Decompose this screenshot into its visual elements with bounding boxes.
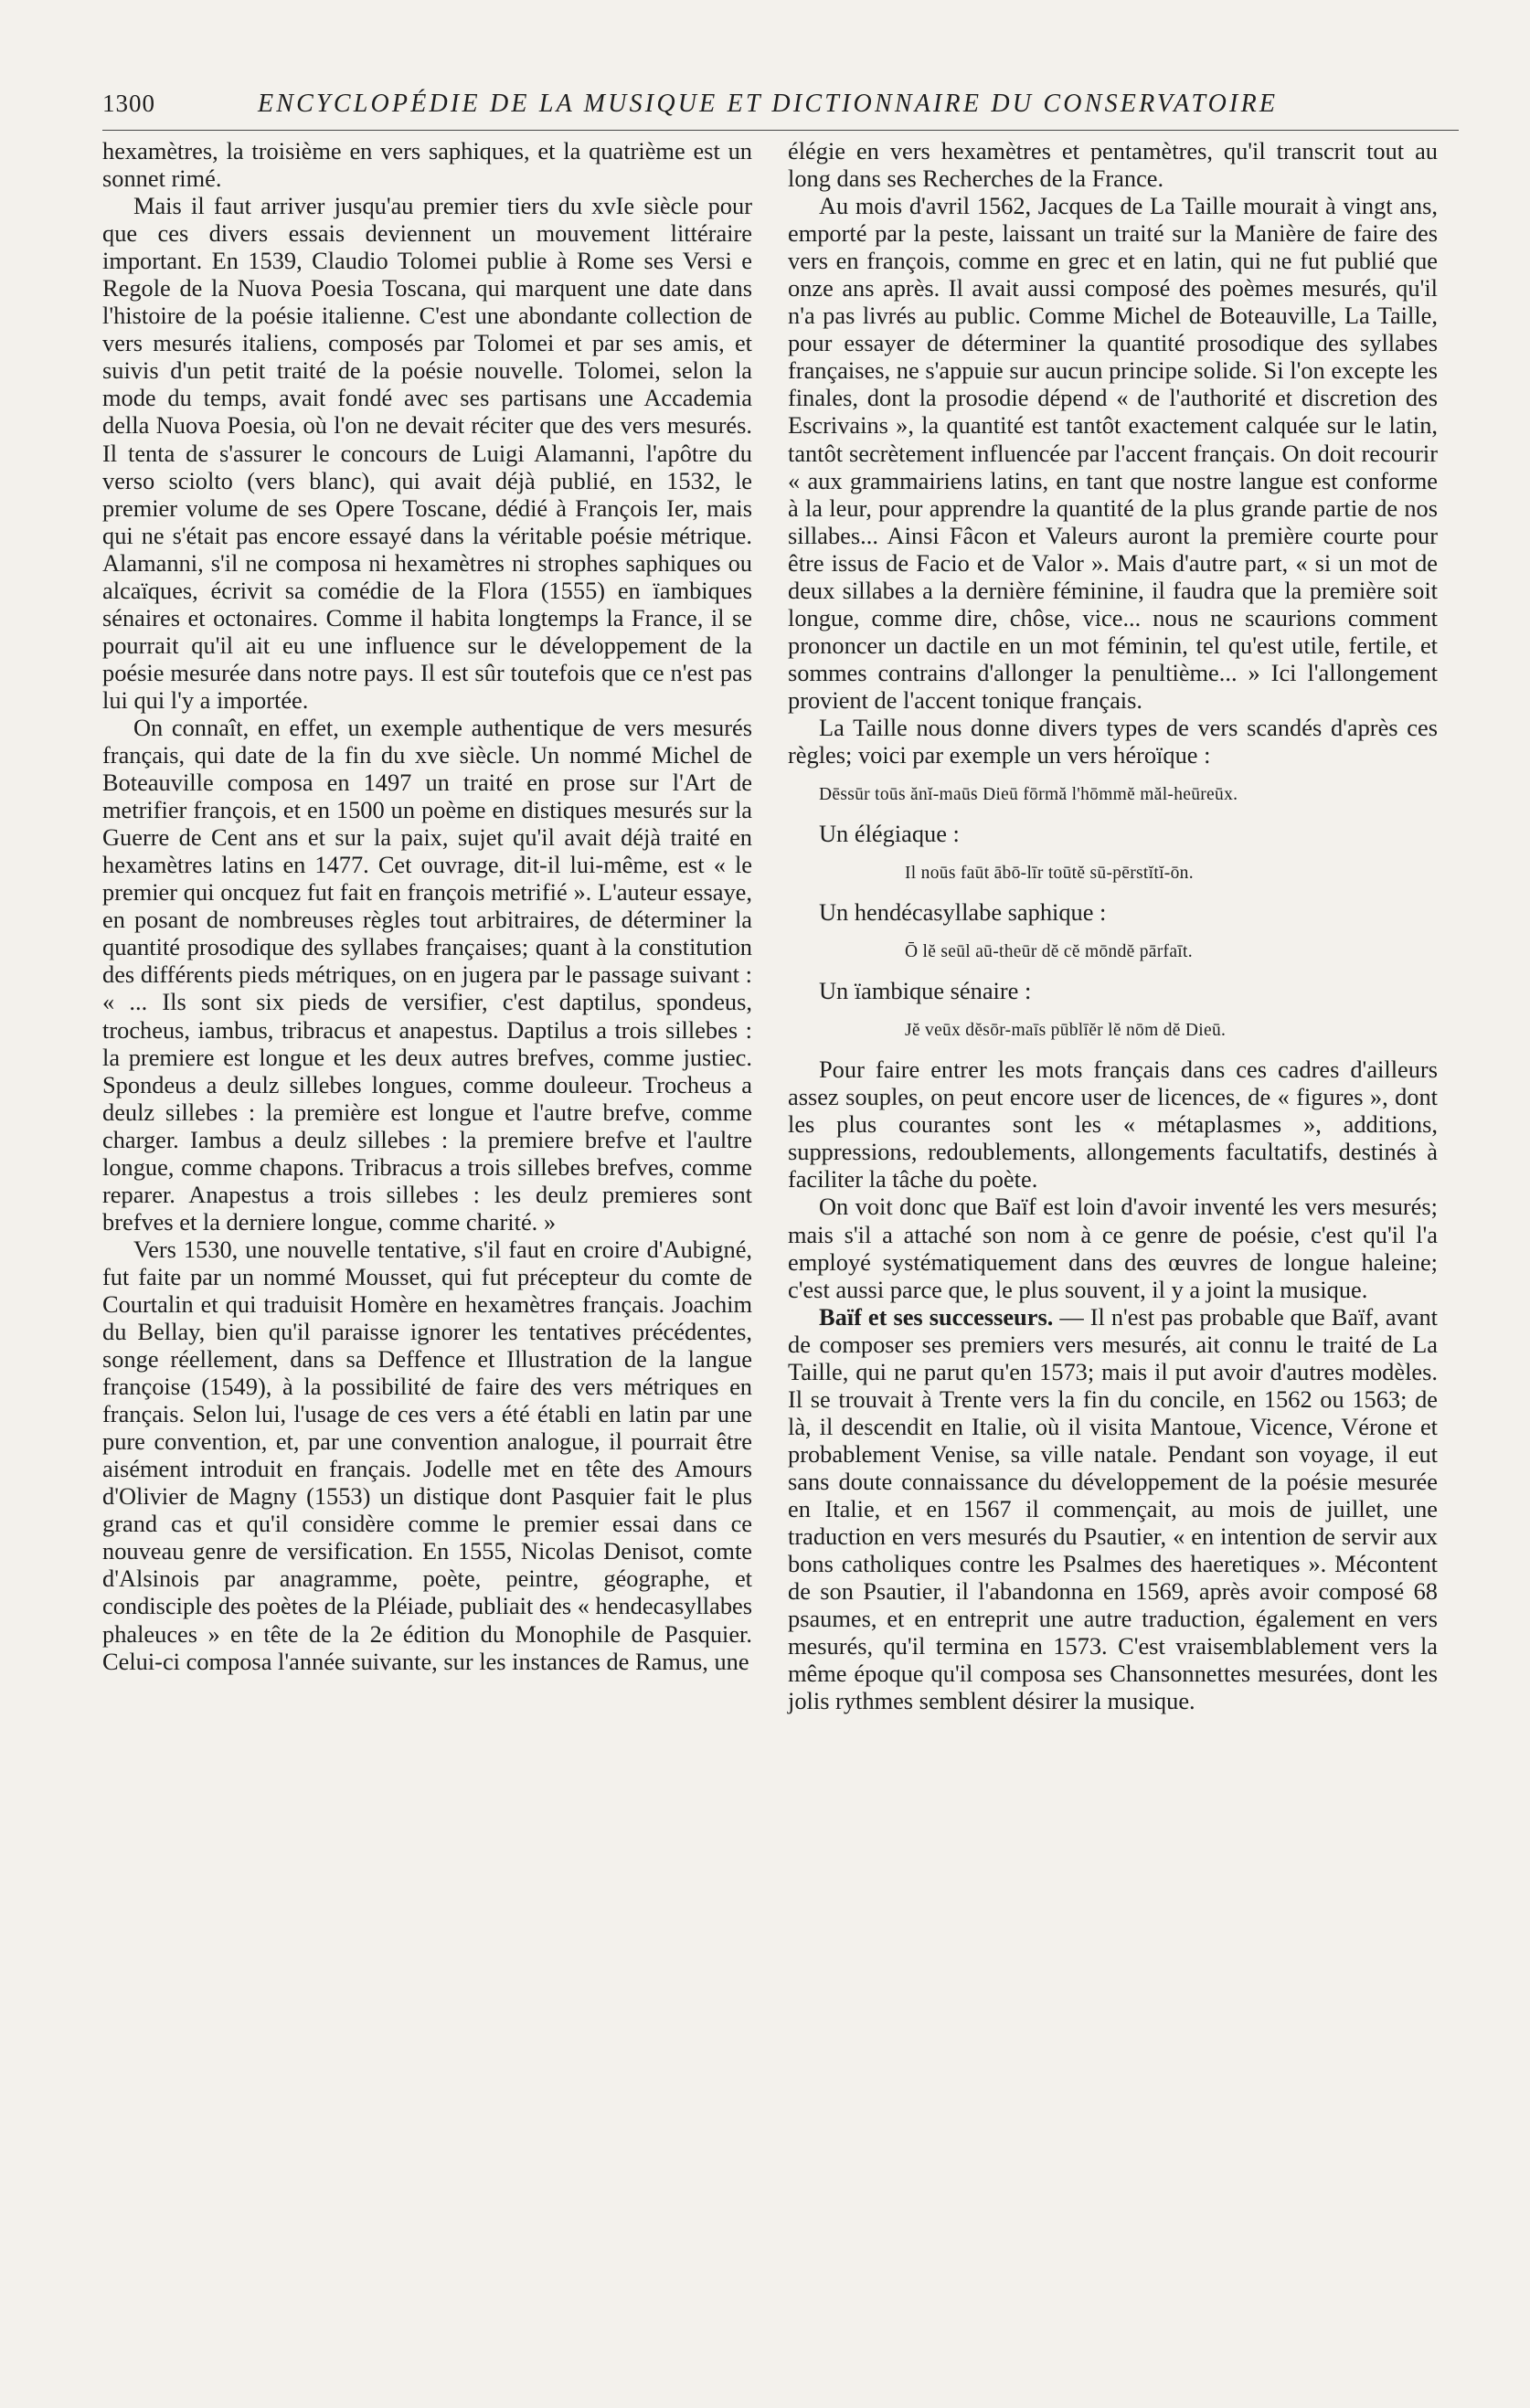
verse-elegiaque: Il noūs faūt ābō-līr toūtĕ sū-pērstĭtĭ-ōn.: [905, 864, 1194, 884]
paragraph: Mais il faut arriver jusqu'au premier tiers du xvIe siècle pour que ces divers essais deviennent un mouvement littéraire important. En 1539, Claudio Tolomei publie à Rome ses Versi e Regole de la Nuova Poesia Toscana, qui marquent une date dans l'histoire de la poésie italienne. C'est une abondante collection de vers mesurés italiens, composés par Tolomei et par ses amis, et suivis d'un petit traité de la poésie nouvelle. Tolomei, selon la mode du temps, avait fondé avec ses partisans une Accademia della Nuova Poesia, où l'on ne devait réciter que des vers mesurés. Il tenta de s'assurer le concours de Luigi Alamanni, l'apôtre du verso sciolto (vers blanc), qui avait déjà publié, en 1532, le premier volume de ses Opere Toscane, dédié à François Ier, mais qui ne s'était pas encore essayé dans la véritable poésie métrique. Alamanni, s'il ne composa ni hexamètres ni strophes saphiques ou alcaïques, écrivit sa comédie de la Flora (1555) en ïambiques sénaires et octonaires. Comme il habita longtemps la France, il se pourrait qu'il ait eu une influence sur le développement de la poésie mesurée dans notre pays. Il est sûr toutefois que ce n'est pas lui qui l'y a importée.: [102, 192, 752, 714]
paragraph-text: — Il n'est pas probable que Baïf, avant de composer ses premiers vers mesurés, ait connu le traité de La Taille, qui ne parut qu'en 1573; mais il put avoir d'autres modèles. Il se trouvait à Trente vers la fin du concile, en 1562 ou 1563; de là, il descendit en Italie, où il visita Mantoue, Vicence, Vérone et probablement Venise, sa ville natale. Pendant son voyage, il eut sans doute connaissance du développement de la poésie mesurée en Italie, et en 1567 il commençait, au mois de juillet, une traduction en vers mesurés du Psautier, « en intention de servir aux bons catholiques contre les Psalmes des haeretiques ». Mécontent de son Psautier, il l'abandonna en 1569, après avoir composé 68 psaumes, et en entreprit une autre traduction, également en vers mesurés, qu'il termina en 1573. C'est vraisemblablement vers la même époque qu'il composa ses Chansonnettes mesurées, dont les jolis rythmes semblent désirer la musique.: [788, 1302, 1438, 1715]
page-header: [102, 90, 1459, 130]
verse-label: Un élégiaque :: [819, 820, 960, 848]
paragraph: élégie en vers hexamètres et pentamètres, qu'il transcrit tout au long dans ses Recherches de la France.: [788, 137, 1438, 193]
paragraph: On connaît, en effet, un exemple authentique de vers mesurés français, qui date de la fin du xve siècle. Un nommé Michel de Boteauville composa en 1497 un traité en prose sur l'Art de metrifier françois, et en 1500 un poème en distiques mesurés sur la Guerre de Cent ans et sur la paix, sujet qu'il avait déjà traité en hexamètres latins en 1477. Cet ouvrage, dit-il lui-même, est « le premier qui oncquez fut fait en françois metrifié ». L'auteur essaye, en posant de nombreuses règles tout arbitraires, de déterminer la quantité prosodique des syllabes françaises; quant à la constitution des différents pieds métriques, on en jugera par le passage suivant : « ... Ils sont six pieds de versifier, c'est daptilus, spondeus, trocheus, iambus, tribracus et anapestus. Daptilus a trois sillebes : la premiere est longue et les deux autres brefves, comme justiec. Spondeus a deulz sillebes longues, comme douleeur. Trocheus a deulz sillebes : la première est longue et l'autre brefve, comme charger. Iambus a deulz sillebes : la premiere brefve et l'aultre longue, comme chapons. Tribracus a trois sillebes brefves, comme reparer. Anapestus a trois sillebes : les deulz premieres sont brefves et la derniere longue, comme charité. »: [102, 713, 752, 1236]
header-rule: [102, 130, 1459, 131]
page-number: 1300: [102, 90, 155, 117]
verse-label: Un hendécasyllabe saphique :: [819, 898, 1107, 927]
paragraph: hexamètres, la troisième en vers saphiques, et la quatrième est un sonnet rimé.: [102, 137, 752, 193]
verse-iambique: Jĕ veūx dĕsōr-maīs pūblīĕr lĕ nōm dĕ Dieū.: [905, 1021, 1227, 1041]
section-title: Baïf et ses successeurs.: [819, 1302, 1054, 1331]
left-column: [102, 137, 752, 1675]
right-column: [788, 137, 1438, 1714]
verse-hendecasyllabe: Ō lĕ seūl aū-theūr dĕ cĕ mōndĕ pārfaīt.: [905, 942, 1193, 962]
paragraph: Pour faire entrer les mots français dans ces cadres d'ailleurs assez souples, on peut encore user de licences, de « figures », dont les plus courantes sont les « métaplasmes », additions, suppressions, redoublements, allongements facultatifs, destinés à faciliter la tâche du poète.: [788, 1055, 1438, 1193]
paragraph: On voit donc que Baïf est loin d'avoir inventé les vers mesurés; mais s'il a attaché son nom à ce genre de poésie, c'est qu'il l'a employé systématiquement dans des œuvres de longue haleine; c'est aussi parce que, le plus souvent, il y a joint la musique.: [788, 1193, 1438, 1303]
verse-heroique: Dēssūr toūs ănĭ-maūs Dieū fōrmă l'hōmmĕ măl-heūreūx.: [819, 785, 1238, 805]
paragraph: La Taille nous donne divers types de vers scandés d'après ces règles; voici par exemple un vers héroïque :: [788, 713, 1438, 769]
paragraph: Au mois d'avril 1562, Jacques de La Taille mourait à vingt ans, emporté par la peste, laissant un traité sur la Manière de faire des vers en françois, comme en grec et en latin, qui ne fut publié que onze ans après. Il avait aussi composé des poèmes mesurés, qu'il n'a pas livrés au public. Comme Michel de Boteauville, La Taille, pour essayer de déterminer la quantité prosodique des syllabes françaises, ne s'appuie sur aucun principe solide. Si l'on excepte les finales, dont la prosodie dépend « de l'authorité et discretion des Escrivains », la quantité est tantôt exactement calquée sur le latin, tantôt secrètement influencée par l'accent français. On doit recourir « aux grammairiens latins, en tant que nostre langue est conforme à la leur, pour apprendre la quantité de la plus grande partie de nos sillabes... Ainsi Fâcon et Valeurs auront la première courte pour être issus de Facio et de Valor ». Mais d'autre part, « si un mot de deux sillabes a la dernière féminine, il faudra que la première soit longue, comme dire, chôse, vice... nous ne scaurions comment prononcer un dactile en un mot féminin, tel qu'est utile, fertile, et sommes contrains d'allonger la penultième... » Ici l'allongement provient de l'accent tonique français.: [788, 192, 1438, 714]
paragraph: Vers 1530, une nouvelle tentative, s'il faut en croire d'Aubigné, fut faite par un nommé Mousset, qui fut précepteur du comte de Courtalin et qui traduisit Homère en hexamètres français. Joachim du Bellay, bien qu'il paraisse ignorer les tentatives précédentes, songe réellement, dans sa Deffence et Illustration de la langue françoise (1549), à la possibilité de faire des vers métriques en français. Selon lui, l'usage de ces vers a été établi en latin par une pure convention, et, par une convention analogue, il pourrait être aisément introduit en français. Jodelle met en tête des Amours d'Olivier de Magny (1553) un distique dont Pasquier fait le plus grand cas et qu'il considère comme le premier essai dans ce nouveau genre de versification. En 1555, Nicolas Denisot, comte d'Alsinois par anagramme, poète, peintre, géographe, et condisciple des poètes de la Pléiade, publiait des « hendecasyllabes phaleuces » en tête de la 2e édition du Monophile de Pasquier. Celui-ci composa l'année suivante, sur les instances de Ramus, une: [102, 1235, 752, 1675]
running-title: ENCYCLOPÉDIE DE LA MUSIQUE ET DICTIONNAIRE DU CONSERVATOIRE: [258, 90, 1279, 118]
verse-label: Un ïambique sénaire :: [819, 977, 1032, 1005]
paragraph: [788, 1303, 1438, 1715]
